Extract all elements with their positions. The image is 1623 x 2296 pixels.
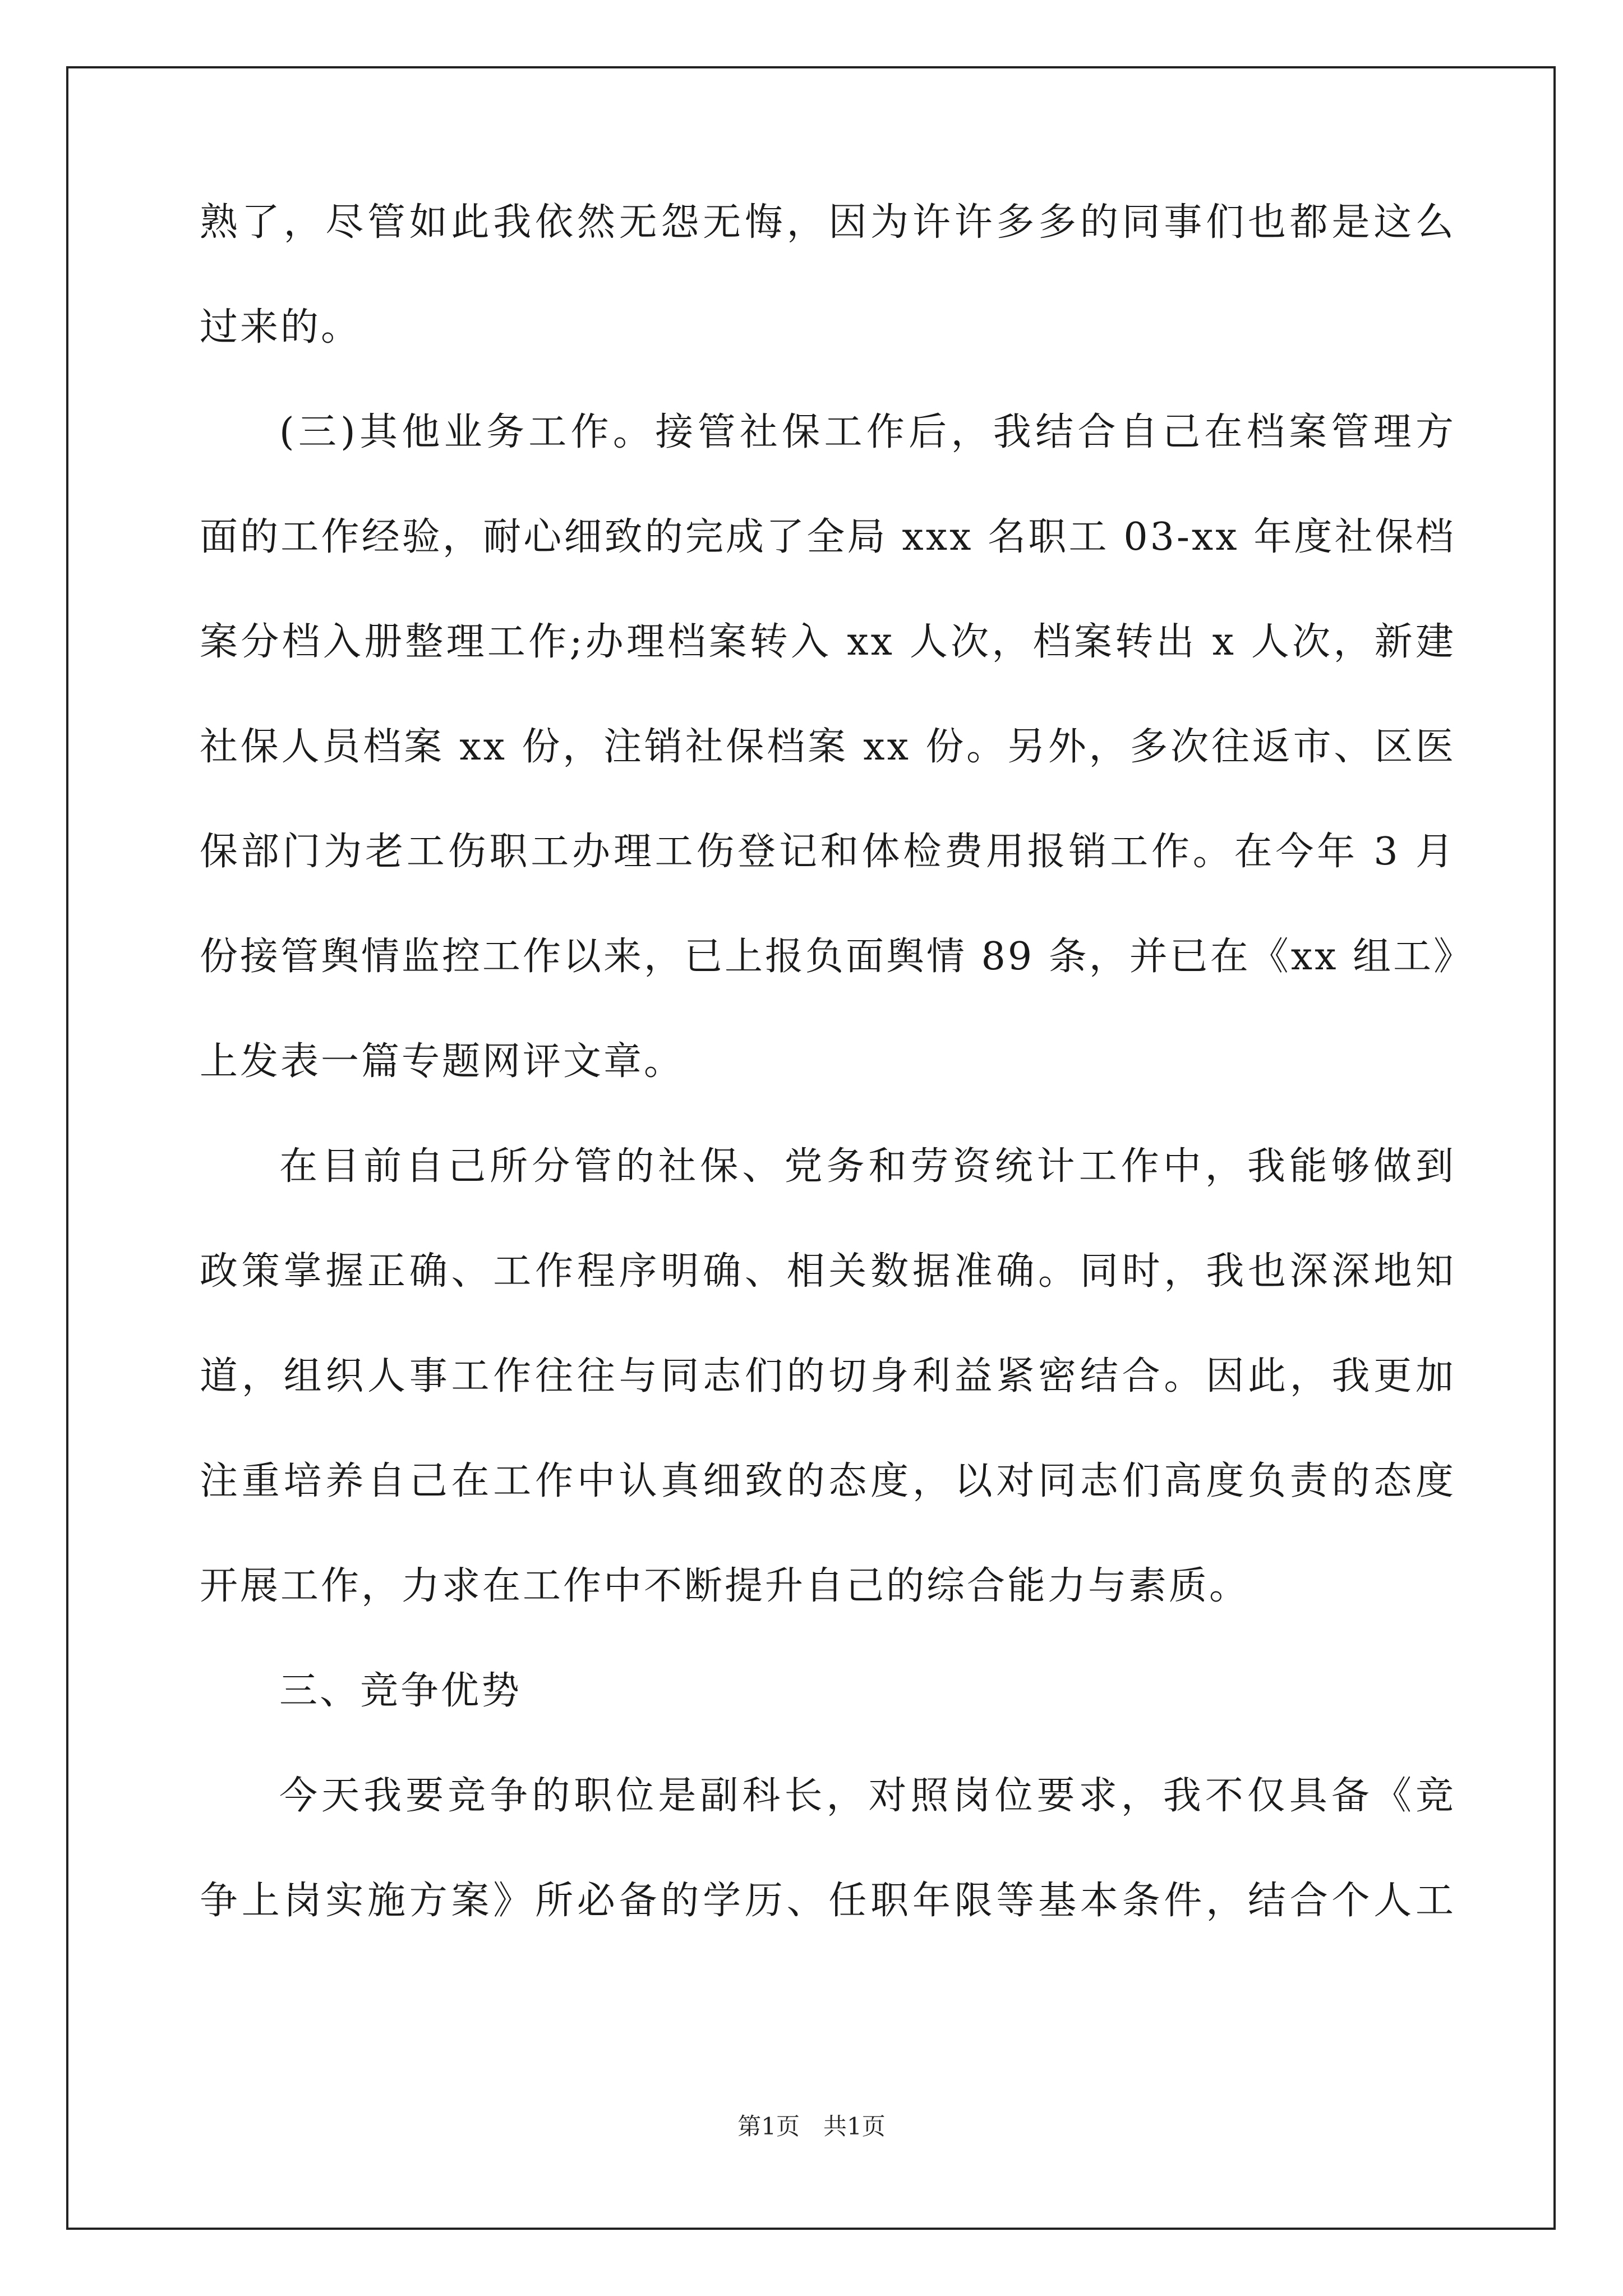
text-line: 注重培养自己在工作中认真细致的态度，以对同志们高度负责的态度 xyxy=(200,1459,1456,1503)
text-line: 面的工作经验，耐心细致的完成了全局 xxx 名职工 03-xx 年度社保档 xyxy=(200,515,1456,559)
text-line: 政策掌握正确、工作程序明确、相关数据准确。同时，我也深深地知 xyxy=(200,1249,1456,1294)
text-line: 案分档入册整理工作;办理档案转入 xx 人次，档案转出 x 人次，新建 xyxy=(200,620,1456,664)
text-line: 熟了，尽管如此我依然无怨无悔，因为许许多多的同事们也都是这么 xyxy=(200,200,1456,245)
page-footer: 第1页 共1页 xyxy=(737,2113,886,2140)
text-line: 在目前自己所分管的社保、党务和劳资统计工作中，我能够做到 xyxy=(279,1144,1456,1189)
text-line: 道，组织人事工作往往与同志们的切身利益紧密结合。因此，我更加 xyxy=(200,1354,1456,1398)
text-line: 争上岗实施方案》所必备的学历、任职年限等基本条件，结合个人工 xyxy=(200,1879,1456,1923)
text-line: 今天我要竞争的职位是副科长，对照岗位要求，我不仅具备《竞 xyxy=(279,1774,1456,1818)
text-line: 上发表一篇专题网评文章。 xyxy=(200,1039,685,1084)
text-line: 社保人员档案 xx 份，注销社保档案 xx 份。另外，多次往返市、区医 xyxy=(200,725,1456,769)
document-body xyxy=(200,200,1474,1987)
text-line: 保部门为老工伤职工办理工伤登记和体检费用报销工作。在今年 3 月 xyxy=(200,830,1456,874)
text-line: 份接管舆情监控工作以来，已上报负面舆情 89 条，并已在《xx 组工》 xyxy=(200,935,1474,979)
section-heading: 三、竞争优势 xyxy=(279,1669,522,1713)
text-line: (三)其他业务工作。接管社保工作后，我结合自己在档案管理方 xyxy=(279,410,1456,454)
text-line: 过来的。 xyxy=(200,305,362,349)
text-line: 开展工作，力求在工作中不断提升自己的综合能力与素质。 xyxy=(200,1564,1250,1608)
